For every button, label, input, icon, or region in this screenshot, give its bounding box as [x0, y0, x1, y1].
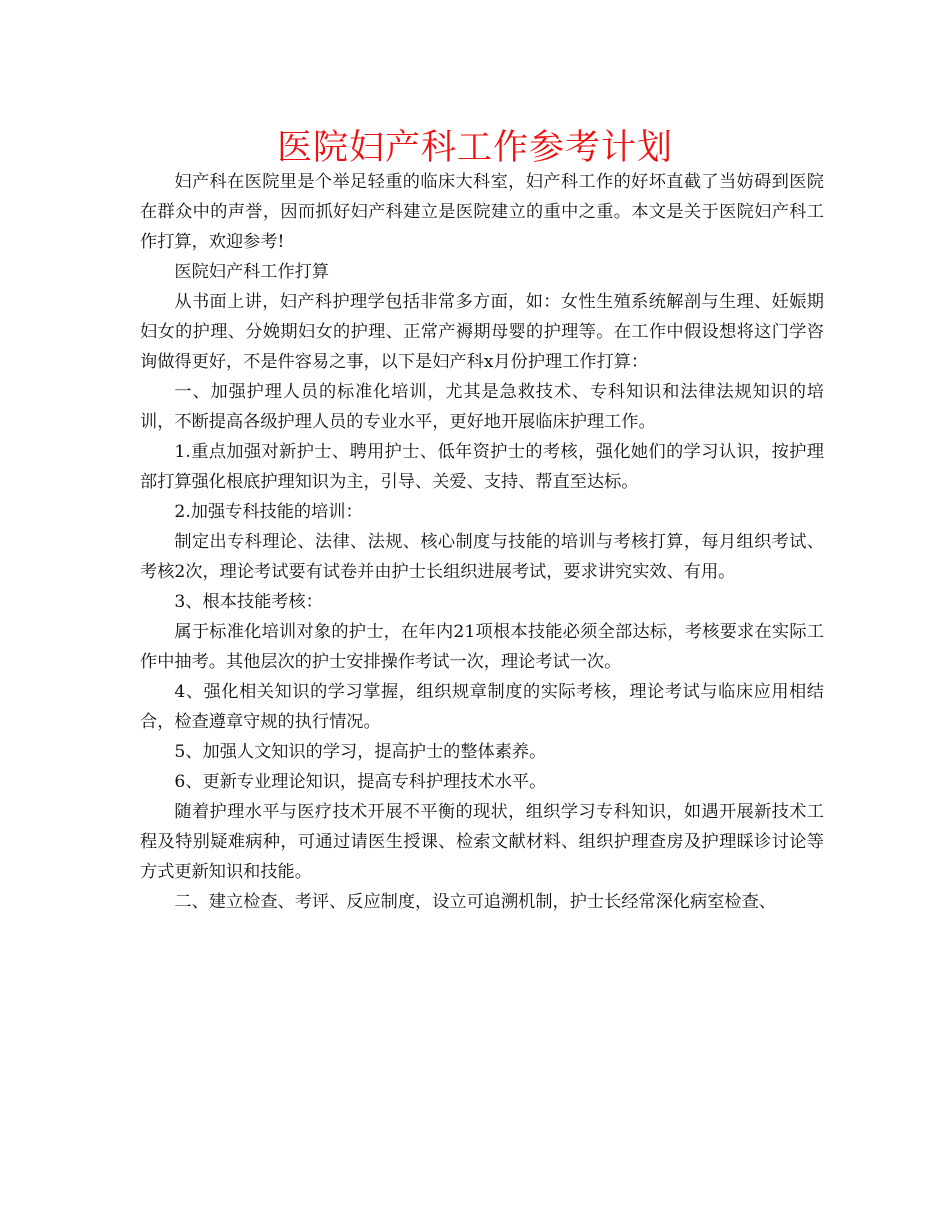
paragraph: 5、加强人文知识的学习，提高护士的整体素养。: [174, 742, 547, 762]
paragraph: 妇产科在医院里是个举足轻重的临床大科室，妇产科工作的好坏直截了当妨碍到医院在群众中的声誉，因而抓好妇产科建立是医院建立的重中之重。本文是关于医院妇产科工作打算，欢迎参考!: [140, 172, 824, 252]
paragraph: 4、强化相关知识的学习掌握，组织规章制度的实际考核，理论考试与临床应用相结合，检查遵章守规的执行情况。: [140, 682, 824, 732]
paragraph: 二、建立检查、考评、反应制度，设立可追溯机制，护士长经常深化病室检查、: [174, 892, 776, 912]
paragraph: 1.重点加强对新护士、聘用护士、低年资护士的考核，强化她们的学习认识，按护理部打算强化根底护理知识为主，引导、关爱、支持、帮直至达标。: [140, 442, 824, 492]
paragraph: 一、加强护理人员的标准化培训，尤其是急救技术、专科知识和法律法规知识的培训，不断提高各级护理人员的专业水平，更好地开展临床护理工作。: [140, 382, 824, 432]
paragraph: 属于标准化培训对象的护士，在年内21项根本技能必须全部达标，考核要求在实际工作中抽考。其他层次的护士安排操作考试一次，理论考试一次。: [140, 622, 824, 672]
paragraph: 6、更新专业理论知识，提高专科护理技术水平。: [174, 772, 547, 792]
paragraph: 从书面上讲，妇产科护理学包括非常多方面，如：女性生殖系统解剖与生理、妊娠期妇女的护理、分娩期妇女的护理、正常产褥期母婴的护理等。在工作中假设想将这门学咨询做得更好，不是件容易之事，以下是妇产科x月份护理工作打算：: [140, 292, 824, 372]
document-body: [140, 167, 824, 917]
document-title: 医院妇产科工作参考计划: [276, 128, 673, 168]
section-heading: 医院妇产科工作打算: [174, 262, 330, 282]
paragraph: 随着护理水平与医疗技术开展不平衡的现状，组织学习专科知识，如遇开展新技术工程及特别疑难病种，可通过请医生授课、检索文献材料、组织护理查房及护理睬诊讨论等方式更新知识和技能。: [140, 802, 824, 882]
paragraph: 2.加强专科技能的培训：: [174, 502, 363, 522]
paragraph: 3、根本技能考核：: [174, 592, 323, 612]
paragraph: 制定出专科理论、法律、法规、核心制度与技能的培训与考核打算，每月组织考试、考核2次，理论考试要有试卷并由护士长组织进展考试，要求讲究实效、有用。: [140, 532, 824, 582]
